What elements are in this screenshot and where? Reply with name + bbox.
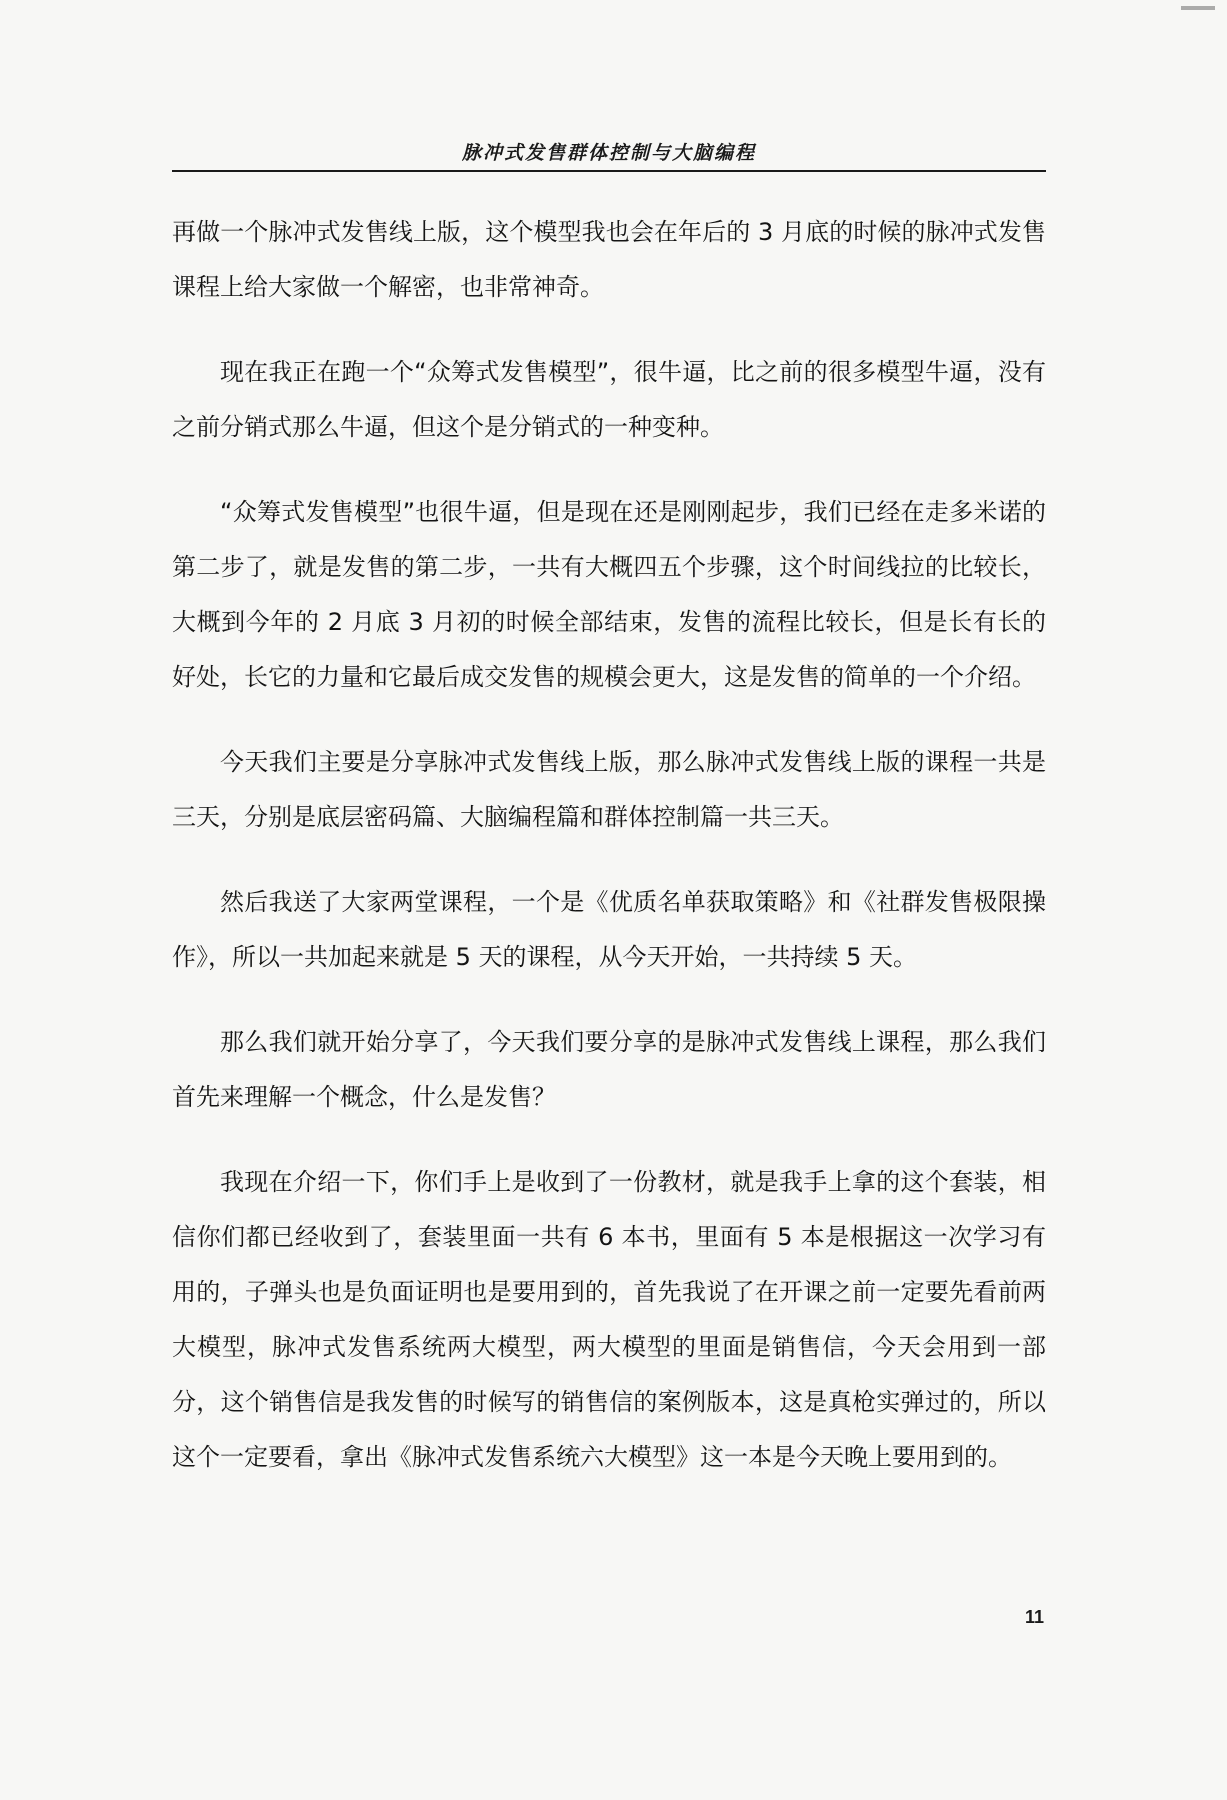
paragraph-3: “众筹式发售模型”也很牛逼，但是现在还是刚刚起步，我们已经在走多米诺的第二步了，就是发售的第二步，一共有大概四五个步骤，这个时间线拉的比较长，大概到今年的 2 月底 3 月初的时候全部结束，发售的流程比较长，但是长有长的好处，长它的力量和它最后成交发售的规模会更大，这是发售的简单的一个介绍。 [172, 498, 1046, 691]
paragraph-4: 今天我们主要是分享脉冲式发售线上版，那么脉冲式发售线上版的课程一共是三天，分别是底层密码篇、大脑编程篇和群体控制篇一共三天。 [172, 748, 1046, 831]
paragraph-2: 现在我正在跑一个“众筹式发售模型”，很牛逼，比之前的很多模型牛逼，没有之前分销式那么牛逼，但这个是分销式的一种变种。 [172, 358, 1046, 441]
running-header: 脉冲式发售群体控制与大脑编程 [461, 142, 756, 164]
paragraph-7: 我现在介绍一下，你们手上是收到了一份教材，就是我手上拿的这个套装，相信你们都已经收到了，套装里面一共有 6 本书，里面有 5 本是根据这一次学习有用的，子弹头也是负面证明也是要用到的，首先我说了在开课之前一定要先看前两大模型，脉冲式发售系统两大模型，两大模型的里面是销售信，今天会用到一部分，这个销售信是我发售的时候写的销售信的案例版本，这是真枪实弹过的，所以这个一定要看，拿出《脉冲式发售系统六大模型》这一本是今天晚上要用到的。 [172, 1168, 1046, 1471]
page-number: 11 [1024, 1607, 1044, 1627]
paragraph-5: 然后我送了大家两堂课程，一个是《优质名单获取策略》和《社群发售极限操作》，所以一共加起来就是 5 天的课程，从今天开始，一共持续 5 天。 [172, 888, 1046, 971]
paragraph-6: 那么我们就开始分享了，今天我们要分享的是脉冲式发售线上课程，那么我们首先来理解一个概念，什么是发售？ [172, 1028, 1046, 1111]
body-text [172, 205, 1046, 1515]
paragraph-1: 再做一个脉冲式发售线上版，这个模型我也会在年后的 3 月底的时候的脉冲式发售课程上给大家做一个解密，也非常神奇。 [172, 218, 1046, 301]
scan-corner-mark [1181, 6, 1215, 10]
header-rule [172, 170, 1046, 172]
